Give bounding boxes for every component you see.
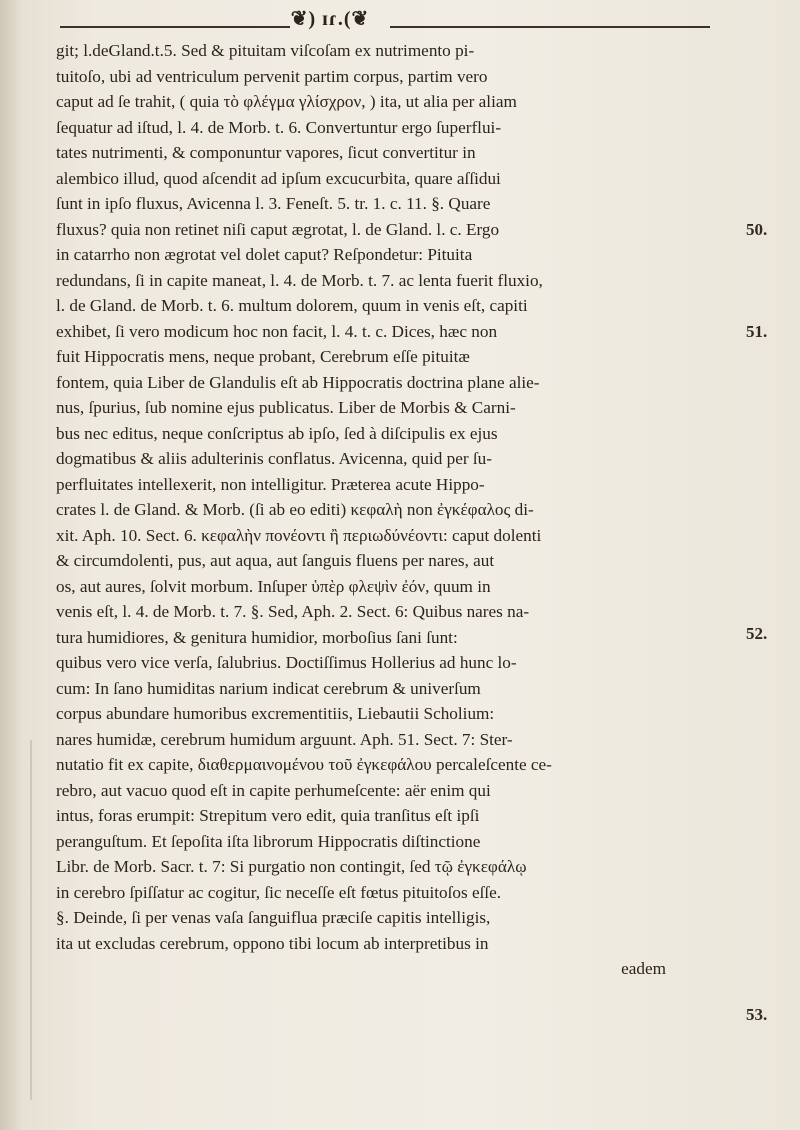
text-line: ita ut excludas cerebrum, oppono tibi locum ab interpretibus in <box>56 933 489 953</box>
margin-paragraph-number: 51. <box>746 322 768 341</box>
text-line: in cerebro ſpiſſatur ac cogitur, ſic neceſſe eſt fœtus pituitoſos eſſe. <box>56 882 502 902</box>
body-text <box>56 38 686 982</box>
text-line: fluxus? quia non retinet niſi caput ægrotat, l. de Gland. l. c. Ergo <box>56 219 500 239</box>
text-line: tuitoſo, ubi ad ventriculum pervenit partim corpus, partim vero <box>56 66 488 86</box>
text-line: bus nec editus, neque conſcriptus ab ipſo, ſed à diſcipulis ex ejus <box>56 423 498 443</box>
text-line: xit. Aph. 10. Sect. 6. κεφαλὴν πονέοντι ἢ περιωδύνέοντι: caput dolenti <box>56 525 542 545</box>
text-line: fuit Hippocratis mens, neque probant, Cerebrum eſſe pituitæ <box>56 347 470 366</box>
text-line: cum: In ſano humiditas narium indicat cerebrum & univerſum <box>56 678 481 698</box>
text-line: exhibet, ſi vero modicum hoc non facit, l. 4. t. c. Dices, hæc non <box>56 321 498 341</box>
running-header <box>60 6 720 36</box>
text-line: tates nutrimenti, & componuntur vapores, ſicut convertitur in <box>56 143 476 162</box>
text-line: os, aut aures, ſolvit morbum. Inſuper ὑπὲρ φλεψὶν ἐόν, quum in <box>56 576 491 596</box>
text-line: l. de Gland. de Morb. t. 6. multum dolorem, quum in venis eſt, capiti <box>56 296 528 315</box>
margin-paragraph-number: 50. <box>746 220 768 239</box>
page-gutter <box>0 0 22 1130</box>
text-line: quibus vero vice verſa, ſalubrius. Doctiſſimus Hollerius ad hunc lo- <box>56 653 517 672</box>
text-line: perfluitates intellexerit, non intelligitur. Præterea acute Hippo- <box>56 474 485 494</box>
header-rule-right <box>390 26 710 28</box>
text-line: & circumdolenti, pus, aut aqua, aut ſanguis fluens per nares, aut <box>56 551 495 570</box>
text-line: venis eſt, l. 4. de Morb. t. 7. §. Sed, Aph. 2. Sect. 6: Quibus nares na- <box>56 602 530 621</box>
text-line: ſequatur ad iſtud, l. 4. de Morb. t. 6. Convertuntur ergo ſuperflui- <box>56 117 502 137</box>
text-line: nus, ſpurius, ſub nomine ejus publicatus. Liber de Morbis & Carni- <box>56 398 516 417</box>
header-rule-left <box>60 26 290 28</box>
catchword: eadem <box>621 959 666 978</box>
text-line: §. Deinde, ſi per venas vaſa ſanguiflua præciſe capitis intelligis, <box>56 908 491 927</box>
text-line: dogmatibus & aliis adulterinis conflatus. Avicenna, quid per ſu- <box>56 449 492 468</box>
text-line: redundans, ſi in capite maneat, l. 4. de Morb. t. 7. ac lenta fuerit fluxio, <box>56 270 543 290</box>
text-line: git; l.deGland.t.5. Sed & pituitam viſcoſam ex nutrimento pi- <box>56 41 475 60</box>
margin-paragraph-number: 53. <box>746 1005 768 1024</box>
margin-paragraph-number: 52. <box>746 624 768 643</box>
text-line: rebro, aut vacuo quod eſt in capite perhumeſcente: aër enim qui <box>56 780 491 800</box>
text-line: nares humidæ, cerebrum humidum arguunt. Aph. 51. Sect. 7: Ster- <box>56 729 513 749</box>
text-line: ſunt in ipſo fluxus, Avicenna l. 3. Feneſt. 5. tr. 1. c. 11. §. Quare <box>56 194 491 213</box>
bleed-through-line <box>30 740 32 1100</box>
text-line: crates l. de Gland. & Morb. (ſi ab eo editi) κεφαλὴ non ἐγκέφαλος di- <box>56 500 534 519</box>
text-line: fontem, quia Liber de Glandulis eſt ab Hippocratis doctrina plane alie- <box>56 372 540 392</box>
text-line: tura humidiores, & genitura humidior, morboſius ſani ſunt: <box>56 627 458 647</box>
text-line: nutatio fit ex capite, διαθερμαινομένου τοῦ ἐγκεφάλου percaleſcente ce- <box>56 755 552 774</box>
text-line: peranguſtum. Et ſepoſita iſta librorum Hippocratis diſtinctione <box>56 831 481 851</box>
text-line: caput ad ſe trahit, ( quia τὸ φλέγμα γλίσχρον, ) ita, ut alia per aliam <box>56 92 517 111</box>
text-line: in catarrho non ægrotat vel dolet caput? Reſpondetur: Pituita <box>56 245 473 264</box>
text-line: corpus abundare humoribus excrementitiis, Liebautii Scholium: <box>56 704 495 723</box>
text-line: Libr. de Morb. Sacr. t. 7: Si purgatio non contingit, ſed τῷ ἐγκεφάλῳ <box>56 857 527 876</box>
text-line: alembico illud, quod aſcendit ad ipſum excucurbita, quare aſſidui <box>56 168 501 188</box>
text-line: intus, foras erumpit: Strepitum vero edit, quia tranſitus eſt ipſi <box>56 806 480 825</box>
header-ornament: ❦) ɪɾ.(❦ <box>290 8 370 30</box>
